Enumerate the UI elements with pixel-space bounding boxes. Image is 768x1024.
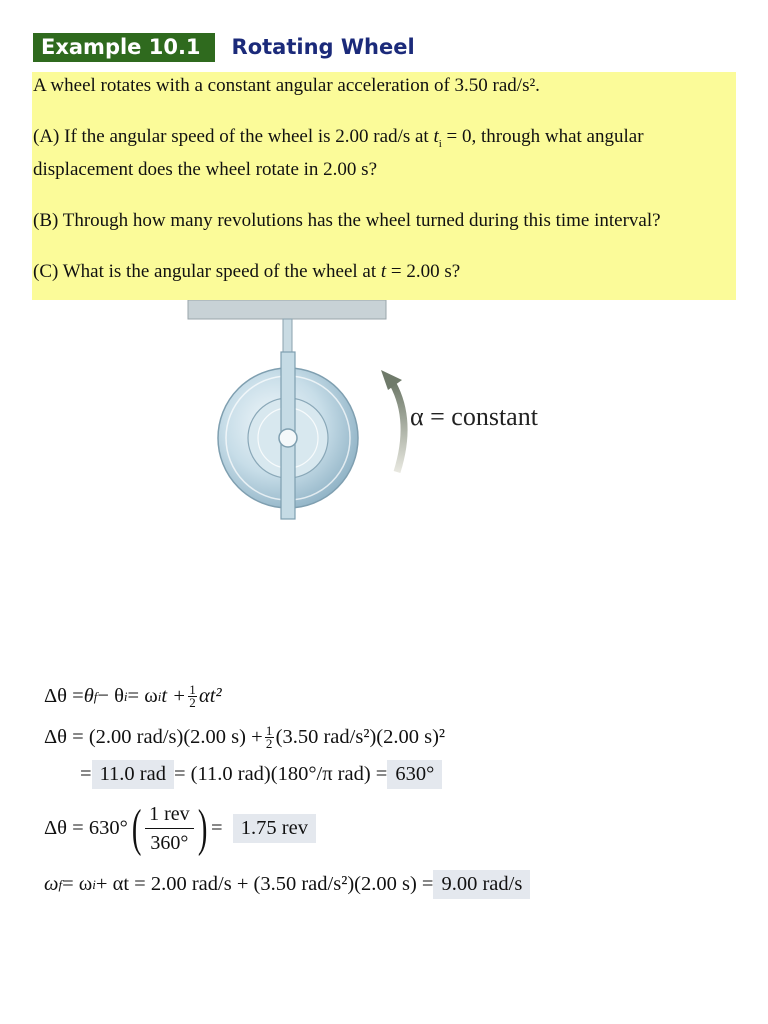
problem-part-c: (C) What is the angular speed of the wheel at t = 2.00 s? (33, 260, 461, 282)
problem-part-b: (B) Through how many revolutions has the wheel turned during this time interval? (33, 209, 661, 231)
answer-box-angular-speed: 9.00 rad/s (433, 870, 530, 899)
example-title: Rotating Wheel (231, 35, 415, 59)
one-half-fraction: $\frac{1}{2}$ (189, 682, 196, 710)
answer-box-11-rad: 11.0 rad (92, 760, 174, 789)
problem-intro: A wheel rotates with a constant angular acceleration of 3.50 rad/s². (33, 75, 540, 96)
equation-line-3: = 11.0 rad = (11.0 rad)(180°/π rad) = 630° (80, 760, 442, 789)
equation-line-2: Δθ = (2.00 rad/s)(2.00 s) + $\frac{1}{2}$ (3.50 rad/s²)(2.00 s)² (44, 723, 446, 751)
equation-line-4: Δθ = 630° ( 1 rev 360° ) = 1.75 rev (44, 800, 316, 857)
alpha-constant-label: α = constant (410, 402, 538, 431)
problem-statement (32, 72, 736, 300)
rotating-wheel-figure (185, 300, 605, 540)
equation-line-1: Δθ = θ f − θ i = ω i t + $\frac{1}{2}$ αt² (44, 682, 222, 710)
answer-box-revolutions: 1.75 rev (233, 814, 316, 843)
problem-part-a: (A) If the angular speed of the wheel is 2.00 rad/s at $t_i = 0$, through what angular displacement does the wheel rotate in 2.00 s? (33, 126, 644, 180)
answer-box-630-deg: 630° (387, 760, 442, 789)
equation-line-5: ω f = ω i + αt = 2.00 rad/s + (3.50 rad/s²)(2.00 s) = 9.00 rad/s (44, 870, 530, 899)
example-number-badge: Example 10.1 (33, 33, 215, 62)
rotating-wheel-diagram-icon (185, 300, 605, 540)
example-header (33, 32, 415, 62)
one-half-fraction-2: $\frac{1}{2}$ (265, 723, 273, 751)
rev-conversion-fraction: 1 rev 360° (145, 800, 194, 857)
